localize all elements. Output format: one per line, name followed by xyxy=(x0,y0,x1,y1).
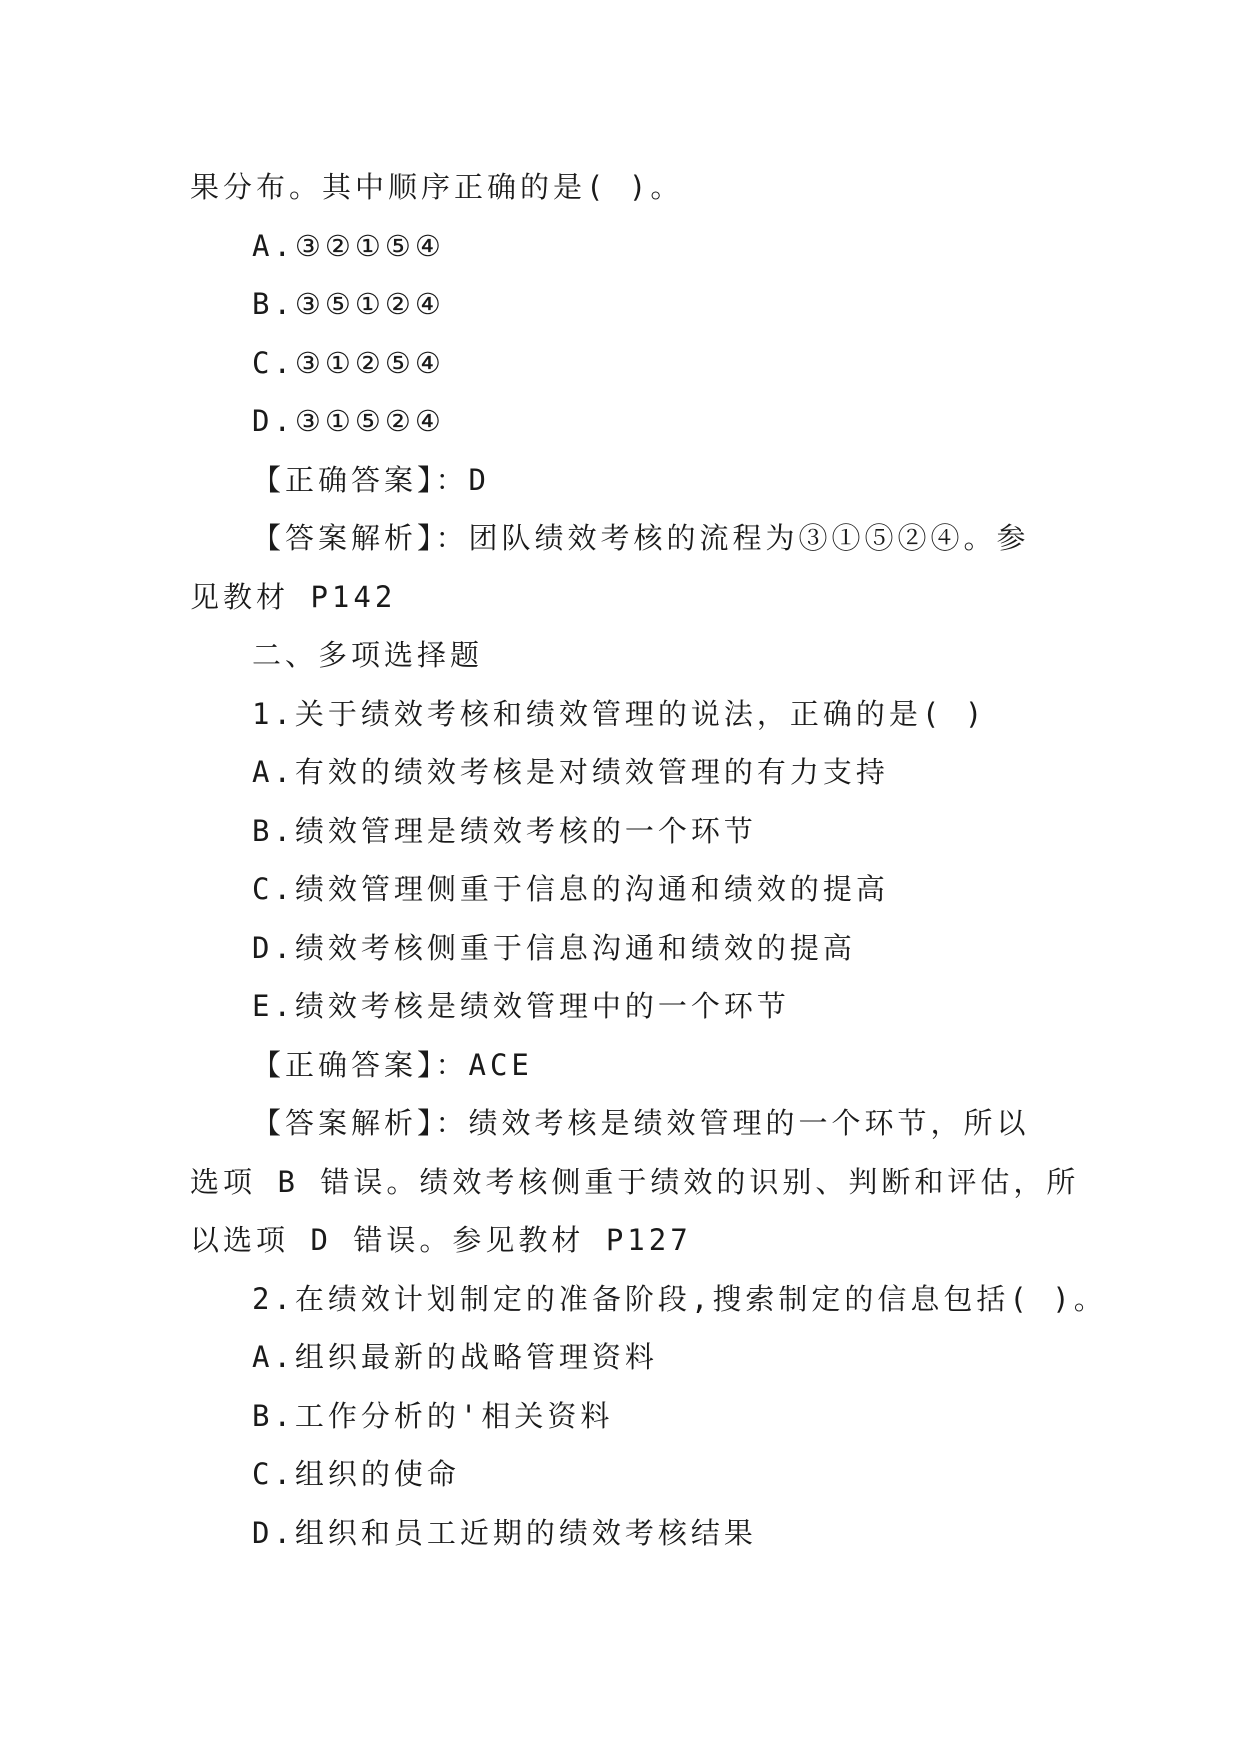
section-heading: 二、多项选择题 xyxy=(252,638,484,672)
answer-explanation-cont: 选项 B 错误。绩效考核侧重于绩效的识别、判断和评估，所 xyxy=(190,1164,1080,1199)
question-2: 2.在绩效计划制定的准备阶段,搜索制定的信息包括( )。 xyxy=(252,1281,1107,1316)
answer-explanation-cont: 以选项 D 错误。参见教材 P127 xyxy=(190,1223,692,1257)
answer-explanation: 【答案解析】：团队绩效考核的流程为③①⑤②④。参 xyxy=(252,521,1030,555)
option-c: C.③①②⑤④ xyxy=(252,345,445,380)
option-b: B.③⑤①②④ xyxy=(252,287,445,321)
option-c: C.绩效管理侧重于信息的沟通和绩效的提高 xyxy=(252,872,889,906)
option-a: A.有效的绩效考核是对绩效管理的有力支持 xyxy=(252,755,889,789)
answer-explanation: 【答案解析】：绩效考核是绩效管理的一个环节，所以 xyxy=(252,1106,1030,1140)
option-e: E.绩效考核是绩效管理中的一个环节 xyxy=(252,989,790,1023)
option-c: C.组织的使命 xyxy=(252,1457,460,1491)
option-a: A.③②①⑤④ xyxy=(252,228,445,263)
correct-answer: 【正确答案】：ACE xyxy=(252,1047,533,1082)
option-a: A.组织最新的战略管理资料 xyxy=(252,1340,658,1374)
option-d: D.组织和员工近期的绩效考核结果 xyxy=(252,1515,757,1550)
question-1: 1.关于绩效考核和绩效管理的说法，正确的是( ) xyxy=(252,696,987,731)
option-d: D.③①⑤②④ xyxy=(252,404,445,438)
document-body xyxy=(190,158,1107,1562)
option-d: D.绩效考核侧重于信息沟通和绩效的提高 xyxy=(252,930,856,965)
correct-answer: 【正确答案】：D xyxy=(252,462,490,497)
option-b: B.工作分析的'相关资料 xyxy=(252,1398,614,1433)
text-line: 果分布。其中顺序正确的是( )。 xyxy=(190,170,684,204)
option-b: B.绩效管理是绩效考核的一个环节 xyxy=(252,813,757,848)
answer-explanation-cont: 见教材 P142 xyxy=(190,579,397,614)
